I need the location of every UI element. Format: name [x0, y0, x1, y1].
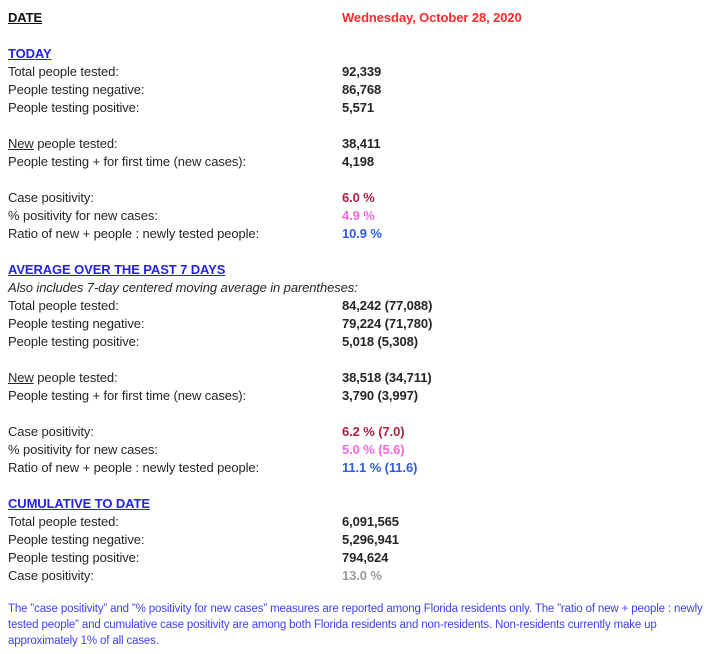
- stat-row: [8, 513, 719, 531]
- stat-label-underlined-word: New: [8, 136, 34, 151]
- stat-value: 794,624: [342, 550, 389, 565]
- stat-label: People testing negative:: [8, 82, 145, 97]
- section-title: CUMULATIVE TO DATE: [8, 496, 150, 511]
- stats-panel: [8, 9, 719, 649]
- stat-value: 4,198: [342, 154, 375, 169]
- stat-label: Case positivity:: [8, 424, 94, 439]
- stat-label-rest: people tested:: [33, 370, 118, 385]
- stat-value: 10.9 %: [342, 226, 382, 241]
- stat-row: [8, 387, 719, 405]
- stat-row: [8, 549, 719, 567]
- stat-row: [8, 189, 719, 207]
- stat-label: People testing positive:: [8, 550, 140, 565]
- section-cumulative: [8, 495, 719, 585]
- section-today: [8, 45, 719, 243]
- stat-value: 5,571: [342, 100, 375, 115]
- stat-row: [8, 63, 719, 81]
- stat-label: People testing + for first time (new cases):: [8, 388, 247, 403]
- stat-value: 4.9 %: [342, 208, 375, 223]
- stat-label: People testing negative:: [8, 532, 145, 547]
- stat-value: 5,296,941: [342, 532, 399, 547]
- stat-value: 79,224 (71,780): [342, 316, 433, 331]
- stat-row: [8, 441, 719, 459]
- date-label: DATE: [8, 10, 43, 25]
- stat-label: People testing + for first time (new cases):: [8, 154, 247, 169]
- stat-value: 13.0 %: [342, 568, 382, 583]
- stat-row: [8, 459, 719, 477]
- stat-label: Total people tested:: [8, 514, 119, 529]
- stat-row: [8, 369, 719, 387]
- stat-label-rest: people tested:: [33, 136, 118, 151]
- stat-label-underlined-word: New: [8, 370, 34, 385]
- stat-row: [8, 567, 719, 585]
- stat-label: [8, 369, 342, 387]
- stat-row: [8, 99, 719, 117]
- stat-value: 38,518 (34,711): [342, 370, 432, 385]
- section-title: TODAY: [8, 46, 52, 61]
- stat-row: [8, 333, 719, 351]
- stat-row: [8, 423, 719, 441]
- date-value: Wednesday, October 28, 2020: [342, 10, 522, 25]
- footnote: The ”case positivity” and ”% positivity for new cases” measures are reported among Florida residents only. The ”ratio of new + people : newly tested people” and cumulative case positivity are among both Florida residents and non-residents. Non-residents currently make up approximately 1% of all cases.: [8, 603, 703, 647]
- stat-value: 6,091,565: [342, 514, 399, 529]
- stat-row: [8, 81, 719, 99]
- stat-value: 84,242 (77,088): [342, 298, 433, 313]
- stat-label: Total people tested:: [8, 298, 119, 313]
- stat-label: Total people tested:: [8, 64, 119, 79]
- stat-value: 11.1 % (11.6): [342, 460, 418, 475]
- stat-row: [8, 135, 719, 153]
- stat-label: Ratio of new + people : newly tested people:: [8, 460, 260, 475]
- stat-row: [8, 225, 719, 243]
- stat-label: People testing negative:: [8, 316, 145, 331]
- stat-row: [8, 315, 719, 333]
- stat-value: 3,790 (3,997): [342, 388, 419, 403]
- stat-row: [8, 207, 719, 225]
- stat-label: People testing positive:: [8, 100, 140, 115]
- stat-label: Ratio of new + people : newly tested people:: [8, 226, 260, 241]
- date-row: [8, 9, 719, 27]
- section-subtitle: Also includes 7-day centered moving average in parentheses:: [8, 280, 358, 295]
- stat-label: Case positivity:: [8, 190, 94, 205]
- stat-value: 5,018 (5,308): [342, 334, 419, 349]
- section-title: AVERAGE OVER THE PAST 7 DAYS: [8, 262, 226, 277]
- section-average-7-days: [8, 261, 719, 477]
- stat-row: [8, 297, 719, 315]
- stat-row: [8, 153, 719, 171]
- stat-value: 92,339: [342, 64, 382, 79]
- stat-label: People testing positive:: [8, 334, 140, 349]
- stat-label: [8, 135, 342, 153]
- stat-label: % positivity for new cases:: [8, 442, 158, 457]
- stat-label: % positivity for new cases:: [8, 208, 158, 223]
- stat-value: 6.0 %: [342, 190, 375, 205]
- stat-row: [8, 531, 719, 549]
- stat-value: 86,768: [342, 82, 382, 97]
- stat-label: Case positivity:: [8, 568, 94, 583]
- stat-value: 38,411: [342, 136, 381, 151]
- stat-value: 6.2 % (7.0): [342, 424, 405, 439]
- stat-value: 5.0 % (5.6): [342, 442, 405, 457]
